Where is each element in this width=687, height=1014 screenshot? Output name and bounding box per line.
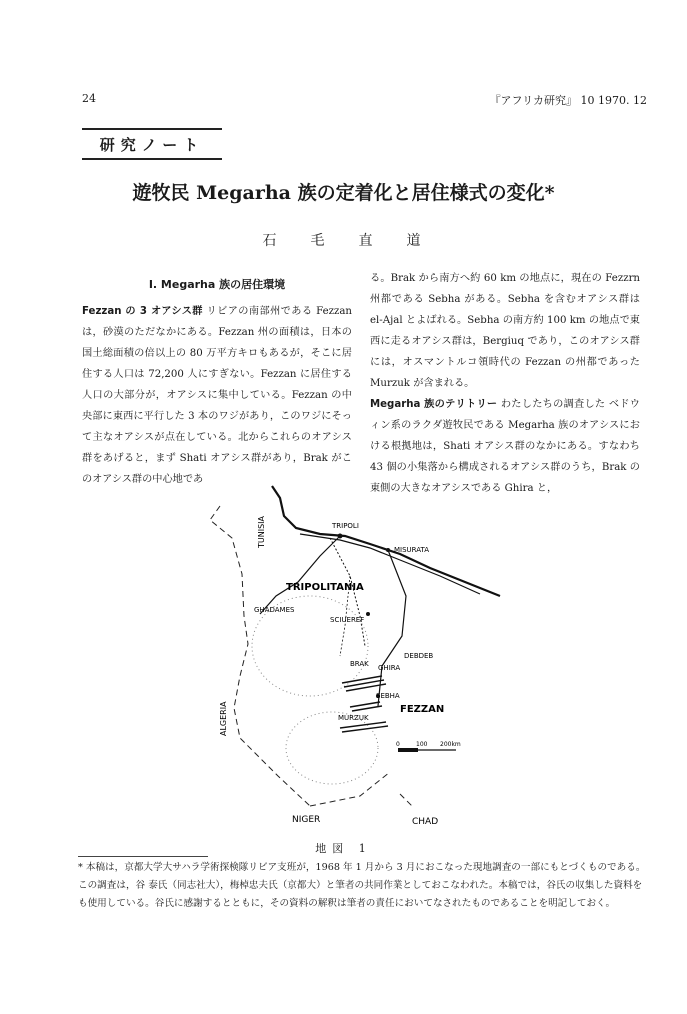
label-tripoli: TRIPOLI	[332, 522, 359, 530]
label-debdeb: DEBDEB	[404, 652, 434, 660]
label-schueref: SCIUEREF	[330, 616, 365, 624]
label-tripolitania: TRIPOLITANIA	[286, 582, 364, 593]
town-marker	[366, 612, 370, 616]
left-column	[82, 268, 352, 490]
article-title: 遊牧民 Megarha 族の定着化と居住様式の変化*	[132, 182, 555, 204]
road	[378, 550, 406, 706]
border-line	[400, 794, 412, 806]
town-marker	[386, 548, 390, 552]
label-murzuk: MURZUK	[338, 714, 369, 722]
paragraph-text: リビアの南部州である Fezzan は，砂漠のただなかにある。Fezzan 州の面積は，日本の国土総面積の倍以上の 80 万平方キロもあるが，そこに居住する人口は 72,200 人にすぎない。Fezzan に居住する人口の大部分が，オアシスに集中している。Fezzan の中央部に東西に平行した 3 本のワジがあり，このワジにそって主なオアシスが点在している。北からこれらのオアシス群をあげると，まず Shati オアシス群があり，Brak がこのオアシス群の中心地であ	[82, 306, 352, 485]
footnote-rule	[78, 856, 208, 857]
label-ghadames: GHADAMES	[254, 606, 295, 614]
paragraph-lead: Fezzan の 3 オアシス群	[82, 306, 203, 317]
label-chad: CHAD	[412, 817, 439, 827]
figure-caption: 地図 1	[315, 842, 372, 855]
scale-label: 0	[396, 741, 400, 748]
section-badge: 研究ノート	[82, 128, 222, 160]
border-line	[310, 772, 390, 806]
paragraph-text: わたしたちの調査した ベドウィン系のラクダ遊牧民である Megarha 族のオアシスにおける根拠地は，Shati オアシス群のなかにある。すなわち 43 個の小集落から構成されるオアシス群のうち，Brak の東側の大きなオアシスである Ghira と，	[370, 399, 640, 494]
author-name: 石毛直道	[262, 233, 455, 249]
paragraph	[82, 301, 352, 490]
scale-label: 200km	[440, 741, 461, 748]
label-brak: BRAK	[350, 660, 369, 668]
journal-citation: 『アフリカ研究』 10 1970. 12	[489, 94, 647, 107]
right-column	[370, 268, 640, 499]
section-heading: I. Megarha 族の居住環境	[148, 278, 286, 291]
oasis-bands	[340, 676, 388, 732]
scale-bar	[396, 741, 461, 752]
label-algeria: ALGERIA	[219, 701, 228, 736]
paragraph: る。Brak から南方へ約 60 km の地点に，現在の Fezzrn 州都である Sebha がある。Sebha を含むオアシス群は el-Ajal とよばれる。Sebha の南方約 100 km の地点で東西に走るオアシス群は，Bergiuq であり，このオアシス群には，オスマントルコ領時代の Fezzan の州都であった Murzuk が含まれる。	[370, 273, 640, 389]
footnote	[78, 856, 648, 913]
paragraph-lead: Megarha 族のテリトリー	[370, 399, 498, 410]
coastline	[272, 486, 500, 596]
border-line	[210, 506, 310, 806]
label-niger: NIGER	[292, 815, 321, 825]
label-sebha: SEBHA	[376, 692, 400, 700]
label-tunisia: TUNISIA	[257, 516, 266, 548]
footnote-text: * 本稿は，京都大学大サハラ学術探検隊リビア支班が，1968 年 1 月から 3 月におこなった現地調査の一部にもとづくものである。この調査は，谷 泰氏（同志社大），梅棹忠夫氏（京都大）と筆者の共同作業としておこなわれた。本稿では，谷氏の収集した資料をも使用している。谷氏に感謝するとともに，その資料の解釈は筆者の責任においてなされたものであることを明記しておく。	[78, 862, 646, 909]
map-figure	[200, 476, 520, 836]
town-marker	[338, 534, 343, 539]
label-misurata: MISURATA	[394, 546, 430, 554]
road	[260, 536, 340, 614]
scale-label: 100	[416, 741, 428, 748]
label-fezzan: FEZZAN	[400, 704, 445, 715]
sand-region	[286, 712, 378, 784]
label-ghira: GHIRA	[378, 664, 401, 672]
page-number: 24	[82, 92, 96, 105]
